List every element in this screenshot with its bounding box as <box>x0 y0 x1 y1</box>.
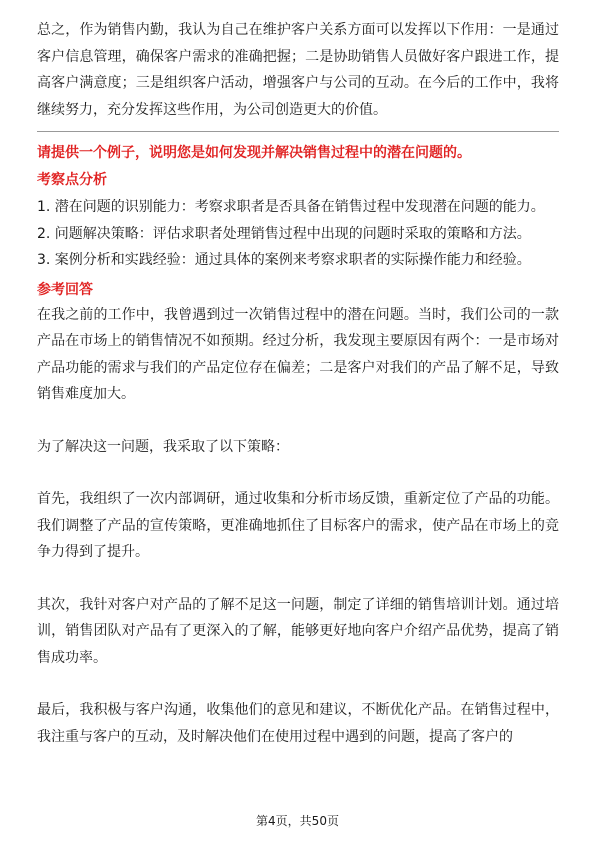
answer-body <box>37 302 559 751</box>
document-page <box>37 0 559 750</box>
analysis-point: 3. 案例分析和实践经验：通过具体的案例来考察求职者的实际操作能力和经验。 <box>37 252 531 268</box>
answer-heading: 参考回答 <box>37 281 93 298</box>
analysis-point: 2. 问题解决策略：评估求职者处理销售过程中出现的问题时采取的策略和方法。 <box>37 225 531 242</box>
analysis-point: 1. 潜在问题的识别能力：考察求职者是否具备在销售过程中发现潜在问题的能力。 <box>37 199 545 215</box>
page-footer: 第4页，共50页 <box>256 814 339 828</box>
intro-paragraph: 总之，作为销售内勤，我认为自己在维护客户关系方面可以发挥以下作用：一是通过客户信息管理，确保客户需求的准确把握；二是协助销售人员做好客户跟进工作，提高客户满意度；三是组织客户活动，增强客户与公司的互动。在今后的工作中，我将继续努力，充分发挥这些作用，为公司创造更大的价值。 <box>37 22 559 118</box>
section-divider <box>37 131 559 132</box>
interview-question: 请提供一个例子，说明您是如何发现并解决销售过程中的潜在问题的。 <box>37 145 471 161</box>
answer-paragraph: 为了解决这一问题，我采取了以下策略： <box>37 438 289 455</box>
analysis-points <box>37 194 559 274</box>
answer-paragraph: 最后，我积极与客户沟通，收集他们的意见和建议，不断优化产品。在销售过程中，我注重与客户的互动，及时解决他们在使用过程中遇到的问题，提高了客户的 <box>37 702 559 745</box>
answer-paragraph: 在我之前的工作中，我曾遇到过一次销售过程中的潜在问题。当时，我们公司的一款产品在市场上的销售情况不如预期。经过分析，我发现主要原因有两个：一是市场对产品功能的需求与我们的产品定位存在偏差；二是客户对我们的产品了解不足，导致销售难度加大。 <box>37 306 559 402</box>
answer-paragraph: 其次，我针对客户对产品的了解不足这一问题，制定了详细的销售培训计划。通过培训，销售团队对产品有了更深入的了解，能够更好地向客户介绍产品优势，提高了销售成功率。 <box>37 596 559 666</box>
analysis-heading: 考察点分析 <box>37 172 107 188</box>
answer-paragraph: 首先，我组织了一次内部调研，通过收集和分析市场反馈，重新定位了产品的功能。我们调整了产品的宣传策略，更准确地抓住了目标客户的需求，使产品在市场上的竞争力得到了提升。 <box>37 491 559 560</box>
